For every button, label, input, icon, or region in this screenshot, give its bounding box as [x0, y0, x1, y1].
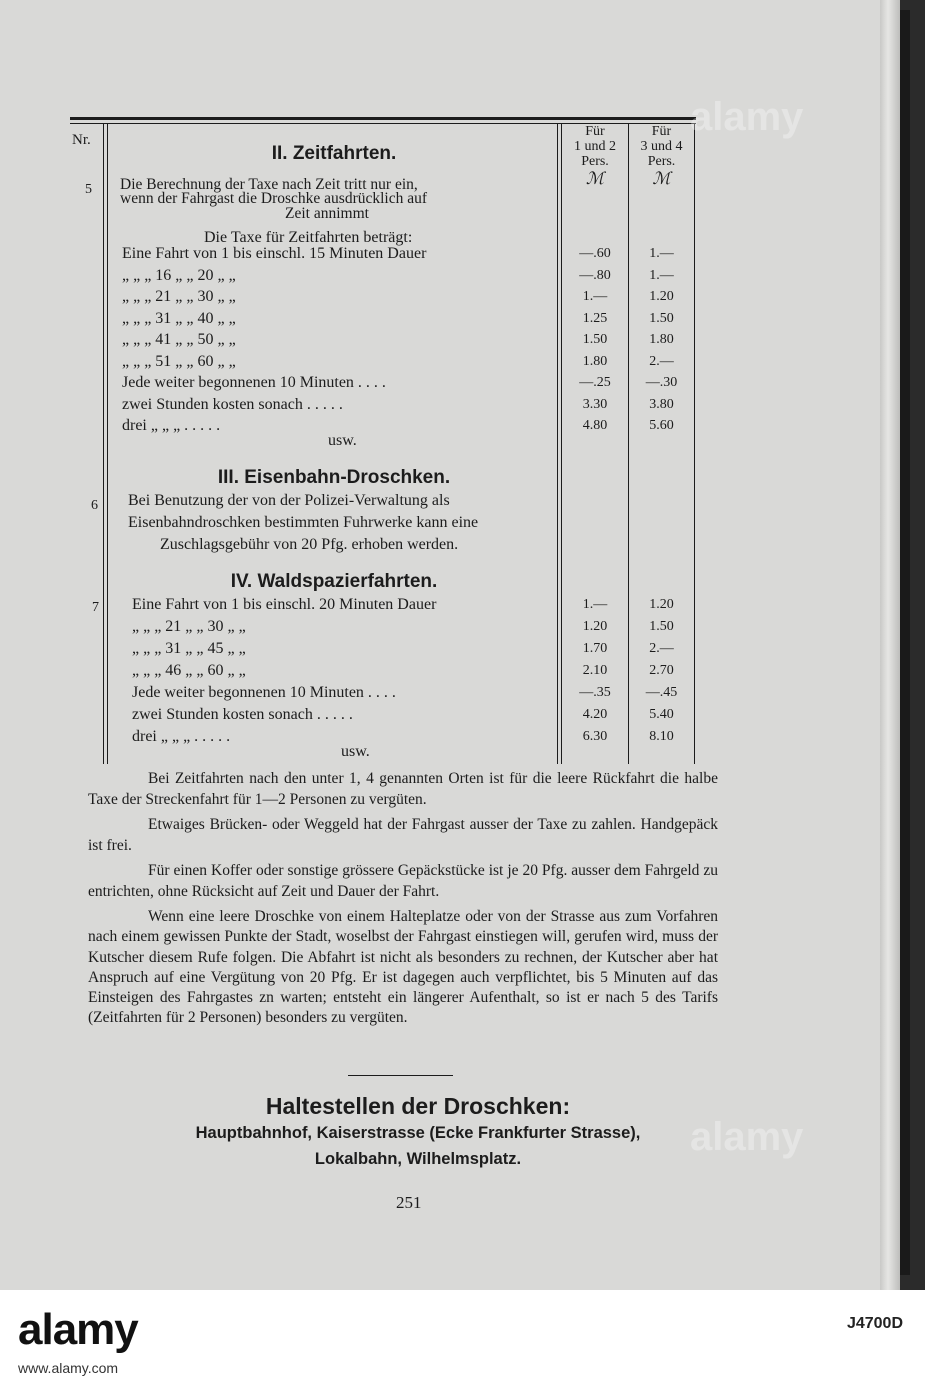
- rate-row-label: zwei Stunden kosten sonach . . . . .: [122, 395, 343, 413]
- rate-row-label: drei „ „ „ . . . . .: [132, 728, 231, 745]
- section-2-usw: usw.: [328, 432, 357, 449]
- price-3-4-persons: 5.60: [649, 418, 674, 433]
- watermark-logo: alamy: [18, 1305, 138, 1354]
- col-12-line1: Für: [585, 124, 605, 139]
- rate-row-label: Jede weiter begonnenen 10 Minuten . . . .: [132, 684, 396, 701]
- section-3-nr: 6: [91, 498, 98, 513]
- price-3-4-persons: 1.50: [649, 619, 674, 634]
- col-header-12: [562, 124, 628, 186]
- price-1-2-persons: —.25: [579, 375, 611, 390]
- price-1-2-persons: 1.80: [582, 353, 608, 369]
- rate-row-label: „ „ „ 16 „ „ 20 „ „: [122, 266, 236, 284]
- col-12-line3: Pers.: [581, 154, 609, 169]
- section-3-line-3: Zuschlagsgebühr von 20 Pfg. erhoben werden.: [160, 536, 459, 553]
- rate-row-label: „ „ „ 21 „ „ 30 „ „: [132, 618, 246, 635]
- price-3-4-persons: 1.50: [649, 310, 674, 326]
- rate-row-label: „ „ „ 31 „ „ 40 „ „: [122, 309, 236, 327]
- section-2-nr: 5: [85, 182, 92, 197]
- paragraph-2: Etwaiges Brücken- oder Weggeld hat der Fahrgast ausser der Taxe zu zahlen. Handgepäck ist frei.: [88, 816, 718, 854]
- price-3-4-persons: 1.80: [649, 332, 674, 347]
- watermark-banner: [0, 1290, 925, 1390]
- price-3-4-persons: 8.10: [649, 729, 674, 744]
- watermark-site: www.alamy.com: [18, 1360, 119, 1376]
- page-number: 251: [396, 1193, 422, 1212]
- price-1-2-persons: 1.50: [582, 332, 608, 347]
- col-12-line2: 1 und 2: [574, 139, 616, 154]
- col-34-line2: 3 und 4: [640, 139, 683, 154]
- section-4-nr: 7: [92, 600, 99, 615]
- price-1-2-persons: 4.20: [582, 707, 608, 722]
- price-3-4-persons: —.30: [645, 375, 678, 390]
- page-edge: [880, 0, 900, 1290]
- stops-line-2: Lokalbahn, Wilhelmsplatz.: [314, 1150, 522, 1168]
- price-1-2-persons: —.80: [579, 267, 611, 283]
- watermark-ghost-1: alamy: [690, 95, 804, 139]
- price-3-4-persons: 1.20: [649, 289, 674, 304]
- col-34-line1: Für: [651, 124, 672, 139]
- rate-row-label: drei „ „ „ . . . . .: [122, 417, 221, 434]
- price-3-4-persons: 2.—: [649, 353, 674, 369]
- price-1-2-persons: 3.30: [582, 396, 608, 412]
- watermark-ghost-2: alamy: [690, 1115, 804, 1159]
- price-3-4-persons: 3.80: [649, 396, 674, 412]
- paragraph-4: Wenn eine leere Droschke von einem Halteplatze oder von der Strasse aus zum Vorfahren nach einem gewissen Punkte der Stadt, woselbst der Fahrgast einstiegen will, gerufen wird, muss der Kutscher diesem Rufe folgen. Die Abfahrt ist nicht als besonders zu rechnen, der Kutscher aber hat Anspruch auf eine Vergütung von 20 Pfg. Er ist dagegen auch verpflichtet, bis 5 Minuten auf das Einsteigen des Fahrgastes zn warten; entsteht ein längerer Aufenthalt, so ist er nach 5 des Tarifs (Zeitfahrten für 2 Personen) besonders zu vergüten.: [88, 908, 718, 1027]
- price-1-2-persons: 1.25: [582, 310, 608, 326]
- section-4-title: IV. Waldspazierfahrten.: [230, 571, 438, 592]
- paragraph-1: Bei Zeitfahrten nach den unter 1, 4 genannten Orten ist für die leere Rückfahrt die halbe Taxe der Streckenfahrt für 1—2 Personen zu vergüten.: [88, 770, 718, 808]
- price-3-4-persons: 5.40: [649, 707, 674, 722]
- rate-row-label: „ „ „ 46 „ „ 60 „ „: [132, 662, 246, 679]
- col-divider-nr-2: [107, 124, 108, 764]
- section-4-usw: usw.: [341, 743, 370, 760]
- stops-line-1: Hauptbahnhof, Kaiserstrasse (Ecke Frankfurter Strasse),: [195, 1124, 641, 1142]
- price-1-2-persons: 1.—: [582, 289, 608, 304]
- section-2-intro-3: Zeit annimmt: [285, 205, 369, 222]
- section-divider: [348, 1075, 453, 1076]
- section-2-intro-1: Die Berechnung der Taxe nach Zeit tritt nur ein,: [120, 176, 418, 193]
- watermark-image-id: J4700D: [846, 1315, 903, 1332]
- col-divider-nr: [103, 124, 104, 764]
- section-2-intro-2: wenn der Fahrgast die Droschke ausdrücklich auf: [120, 190, 428, 207]
- price-1-2-persons: 1.—: [582, 597, 608, 612]
- rate-row-label: „ „ „ 31 „ „ 45 „ „: [132, 640, 246, 657]
- rate-row-label: zwei Stunden kosten sonach . . . . .: [132, 706, 353, 723]
- paragraph-3: Für einen Koffer oder sonstige grössere Gepäckstücke ist je 20 Pfg. ausser dem Fahrgeld zu entrichten, ohne Rücksicht auf Zeit und Dauer der Fahrt.: [88, 862, 718, 900]
- rate-row-label: „ „ „ 41 „ „ 50 „ „: [122, 331, 236, 348]
- price-3-4-persons: 2.—: [649, 641, 674, 656]
- col-header-nr: Nr.: [72, 132, 91, 148]
- price-1-2-persons: —.35: [579, 685, 611, 700]
- book-spine-shadow: [900, 10, 910, 1275]
- col-34-line3: Pers.: [647, 154, 676, 169]
- price-1-2-persons: 1.20: [582, 619, 608, 634]
- price-1-2-persons: 1.70: [582, 641, 608, 656]
- col-header-34: [629, 124, 694, 186]
- col-12-unit: ℳ: [585, 169, 605, 188]
- price-1-2-persons: 2.10: [582, 663, 608, 678]
- price-3-4-persons: —.45: [645, 685, 678, 700]
- price-3-4-persons: 2.70: [649, 663, 674, 678]
- price-3-4-persons: 1.—: [649, 267, 674, 283]
- price-1-2-persons: 6.30: [582, 729, 608, 744]
- price-3-4-persons: 1.—: [649, 246, 674, 261]
- rate-row-label: Jede weiter begonnenen 10 Minuten . . . .: [122, 374, 386, 391]
- rate-row-label: „ „ „ 21 „ „ 30 „ „: [122, 288, 236, 305]
- section-2-subhead: Die Taxe für Zeitfahrten beträgt:: [204, 229, 413, 246]
- table-top-rule: [70, 117, 696, 120]
- price-1-2-persons: —.60: [579, 246, 611, 261]
- section-3-line-1: Bei Benutzung der von der Polizei-Verwaltung als: [128, 492, 450, 509]
- price-1-2-persons: 4.80: [582, 418, 608, 433]
- col-divider-text: [557, 124, 558, 764]
- col-34-unit: ℳ: [652, 169, 671, 188]
- rate-row-label: Eine Fahrt von 1 bis einschl. 20 Minuten Dauer: [132, 596, 437, 613]
- col-divider-right: [694, 124, 695, 764]
- price-3-4-persons: 1.20: [649, 597, 674, 612]
- section-3-title: III. Eisenbahn-Droschken.: [217, 467, 451, 488]
- rate-row-label: „ „ „ 51 „ „ 60 „ „: [122, 352, 236, 370]
- rate-row-label: Eine Fahrt von 1 bis einschl. 15 Minuten Dauer: [122, 245, 427, 262]
- section-3-line-2: Eisenbahndroschken bestimmten Fuhrwerke kann eine: [128, 514, 479, 531]
- stops-title: Haltestellen der Droschken:: [265, 1093, 571, 1119]
- section-2-title: II. Zeitfahrten.: [271, 143, 397, 164]
